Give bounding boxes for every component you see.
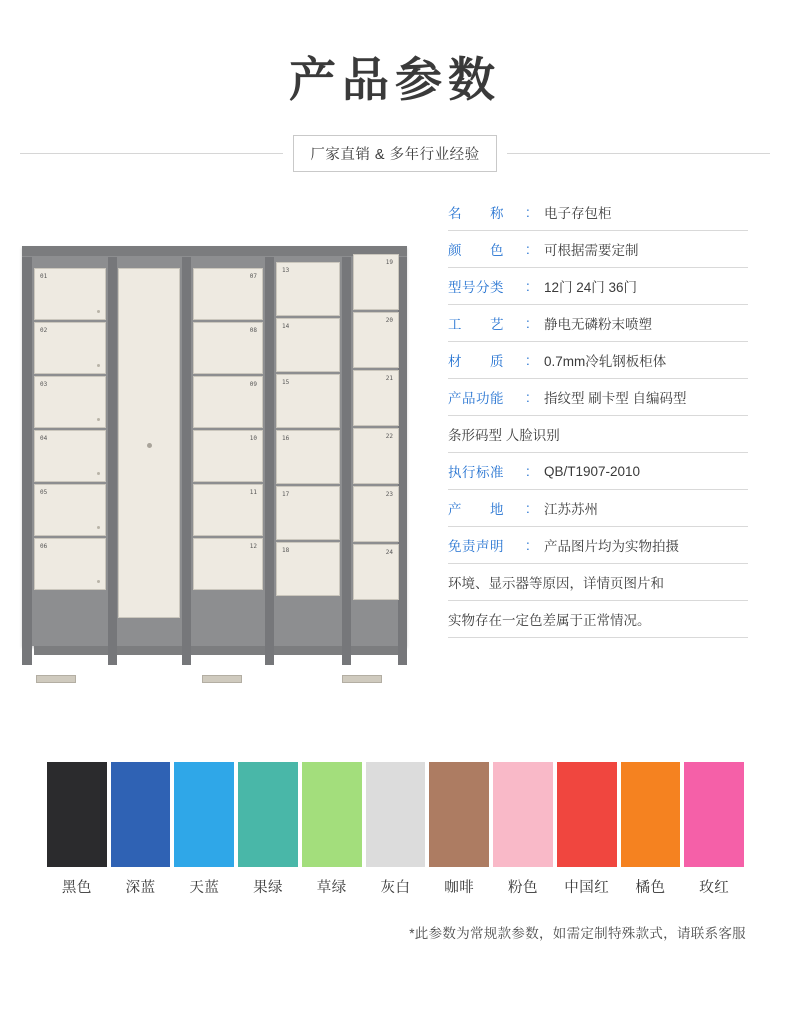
color-swatch-item[interactable]	[302, 762, 362, 897]
spec-colon: :	[526, 537, 530, 553]
product-section	[0, 194, 790, 724]
color-swatch-item[interactable]	[684, 762, 744, 897]
color-swatch[interactable]	[557, 762, 617, 867]
spec-row-material	[448, 342, 748, 379]
color-swatch[interactable]	[47, 762, 107, 867]
spec-value: QB/T1907-2010	[544, 463, 641, 479]
spec-label: 名 称	[448, 206, 504, 221]
locker-door: 14	[276, 318, 340, 372]
spec-colon: :	[526, 463, 530, 479]
locker-divider-1	[108, 257, 117, 665]
color-swatch-item[interactable]	[429, 762, 489, 897]
spec-label: 工 艺	[448, 317, 504, 332]
spec-colon: :	[526, 389, 530, 405]
subtitle-band	[0, 135, 790, 172]
subtitle-badge: 厂家直销 & 多年行业经验	[293, 135, 496, 172]
color-swatch-label: 玫红	[699, 880, 730, 896]
locker-door: 10	[193, 430, 263, 482]
spec-label: 免责声明	[448, 539, 504, 554]
color-swatch[interactable]	[621, 762, 681, 867]
locker-door: 18	[276, 542, 340, 596]
spec-colon: :	[526, 315, 530, 331]
color-swatch-item[interactable]	[557, 762, 617, 897]
color-swatch[interactable]	[429, 762, 489, 867]
color-swatch-item[interactable]	[366, 762, 426, 897]
locker-door: 22	[353, 428, 399, 484]
spec-colon: :	[526, 352, 530, 368]
locker-door: 04	[34, 430, 106, 482]
spec-row-name	[448, 194, 748, 231]
spec-value: 可根据需要定制	[544, 243, 639, 258]
footnote: *此参数为常规款参数，如需定制特殊款式，请联系客服	[409, 926, 746, 941]
spec-row-function-cont	[448, 416, 748, 453]
locker-door: 24	[353, 544, 399, 600]
color-swatch-label: 中国红	[564, 880, 610, 896]
locker-door: 20	[353, 312, 399, 368]
spec-value: 实物存在一定色差属于正常情况。	[448, 613, 651, 628]
locker-frame-right	[398, 257, 407, 665]
divider-left	[20, 153, 283, 154]
locker-illustration	[12, 246, 417, 676]
spec-table	[448, 194, 748, 638]
spec-value: 环境、显示器等原因，详情页图片和	[448, 576, 664, 591]
spec-value: 指纹型 刷卡型 自编码型	[544, 391, 687, 406]
locker-door: 17	[276, 486, 340, 540]
locker-frame-left	[22, 257, 32, 665]
locker-door: 15	[276, 374, 340, 428]
color-swatch-label: 咖啡	[444, 880, 475, 896]
color-swatch-item[interactable]	[621, 762, 681, 897]
color-swatch[interactable]	[238, 762, 298, 867]
locker-foot	[36, 675, 76, 683]
spec-row-color	[448, 231, 748, 268]
spec-label: 产 地	[448, 502, 504, 517]
color-swatch-item[interactable]	[111, 762, 171, 897]
lock-icon	[97, 364, 100, 367]
color-swatch-label: 粉色	[508, 880, 538, 896]
spec-colon: :	[526, 278, 530, 294]
lock-icon	[97, 418, 100, 421]
color-swatch[interactable]	[302, 762, 362, 867]
spec-value: 12门 24门 36门	[544, 280, 638, 295]
locker-door: 07	[193, 268, 263, 320]
color-swatch-label: 果绿	[253, 880, 284, 896]
spec-row-process	[448, 305, 748, 342]
color-swatch[interactable]	[366, 762, 426, 867]
color-swatch[interactable]	[174, 762, 234, 867]
spec-row-origin	[448, 490, 748, 527]
spec-label: 颜 色	[448, 243, 504, 258]
color-swatch[interactable]	[111, 762, 171, 867]
divider-right	[507, 153, 770, 154]
locker-door: 01	[34, 268, 106, 320]
lock-icon	[97, 310, 100, 313]
color-swatch-list	[47, 762, 744, 897]
color-swatch[interactable]	[684, 762, 744, 867]
locker-door: 23	[353, 486, 399, 542]
spec-value: 0.7mm冷轧钢板柜体	[544, 354, 667, 369]
color-swatch-label: 黑色	[61, 880, 92, 896]
locker-divider-3	[265, 257, 274, 665]
spec-colon: :	[526, 204, 530, 220]
locker-door: 21	[353, 370, 399, 426]
spec-colon: :	[526, 241, 530, 257]
locker-door: 09	[193, 376, 263, 428]
spec-value: 条形码型 人脸识别	[448, 428, 560, 443]
locker-divider-4	[342, 257, 351, 665]
page-title: 产品参数	[289, 53, 501, 106]
color-swatch[interactable]	[493, 762, 553, 867]
locker-door: 11	[193, 484, 263, 536]
locker-door: 08	[193, 322, 263, 374]
lock-icon	[97, 526, 100, 529]
spec-label: 执行标准	[448, 465, 504, 480]
color-swatch-item[interactable]	[493, 762, 553, 897]
color-swatch-item[interactable]	[174, 762, 234, 897]
spec-value: 产品图片均为实物拍摄	[544, 539, 679, 554]
spec-row-disclaimer-cont-1	[448, 564, 748, 601]
locker-door: 02	[34, 322, 106, 374]
spec-row-standard	[448, 453, 748, 490]
spec-colon: :	[526, 500, 530, 516]
lock-icon	[97, 580, 100, 583]
locker-divider-2	[182, 257, 191, 665]
spec-label: 材 质	[448, 354, 504, 369]
locker-tall-door	[118, 268, 180, 618]
locker-door: 13	[276, 262, 340, 316]
spec-label: 型号分类	[448, 280, 504, 295]
spec-value: 电子存包柜	[544, 206, 612, 221]
locker-top-strip	[22, 246, 407, 256]
spec-value: 江苏苏州	[544, 502, 598, 517]
color-swatch-item[interactable]	[47, 762, 107, 897]
spec-row-function	[448, 379, 748, 416]
color-swatch-label: 天蓝	[189, 880, 220, 896]
color-swatch-item[interactable]	[238, 762, 298, 897]
color-swatch-label: 灰白	[380, 880, 411, 896]
locker-door: 06	[34, 538, 106, 590]
locker-door: 12	[193, 538, 263, 590]
lock-icon	[97, 472, 100, 475]
locker-foot	[342, 675, 382, 683]
spec-row-disclaimer-cont-2	[448, 601, 748, 638]
spec-row-model	[448, 268, 748, 305]
spec-value: 静电无磷粉末喷塑	[544, 317, 652, 332]
spec-label: 产品功能	[448, 391, 504, 406]
locker-door: 19	[353, 254, 399, 310]
handle-icon	[147, 443, 152, 448]
color-swatch-label: 草绿	[316, 880, 347, 896]
locker-foot	[202, 675, 242, 683]
color-swatch-label: 深蓝	[125, 880, 156, 896]
locker-door: 03	[34, 376, 106, 428]
spec-row-disclaimer	[448, 527, 748, 564]
color-swatch-label: 橘色	[635, 880, 666, 896]
locker-door: 16	[276, 430, 340, 484]
locker-door: 05	[34, 484, 106, 536]
